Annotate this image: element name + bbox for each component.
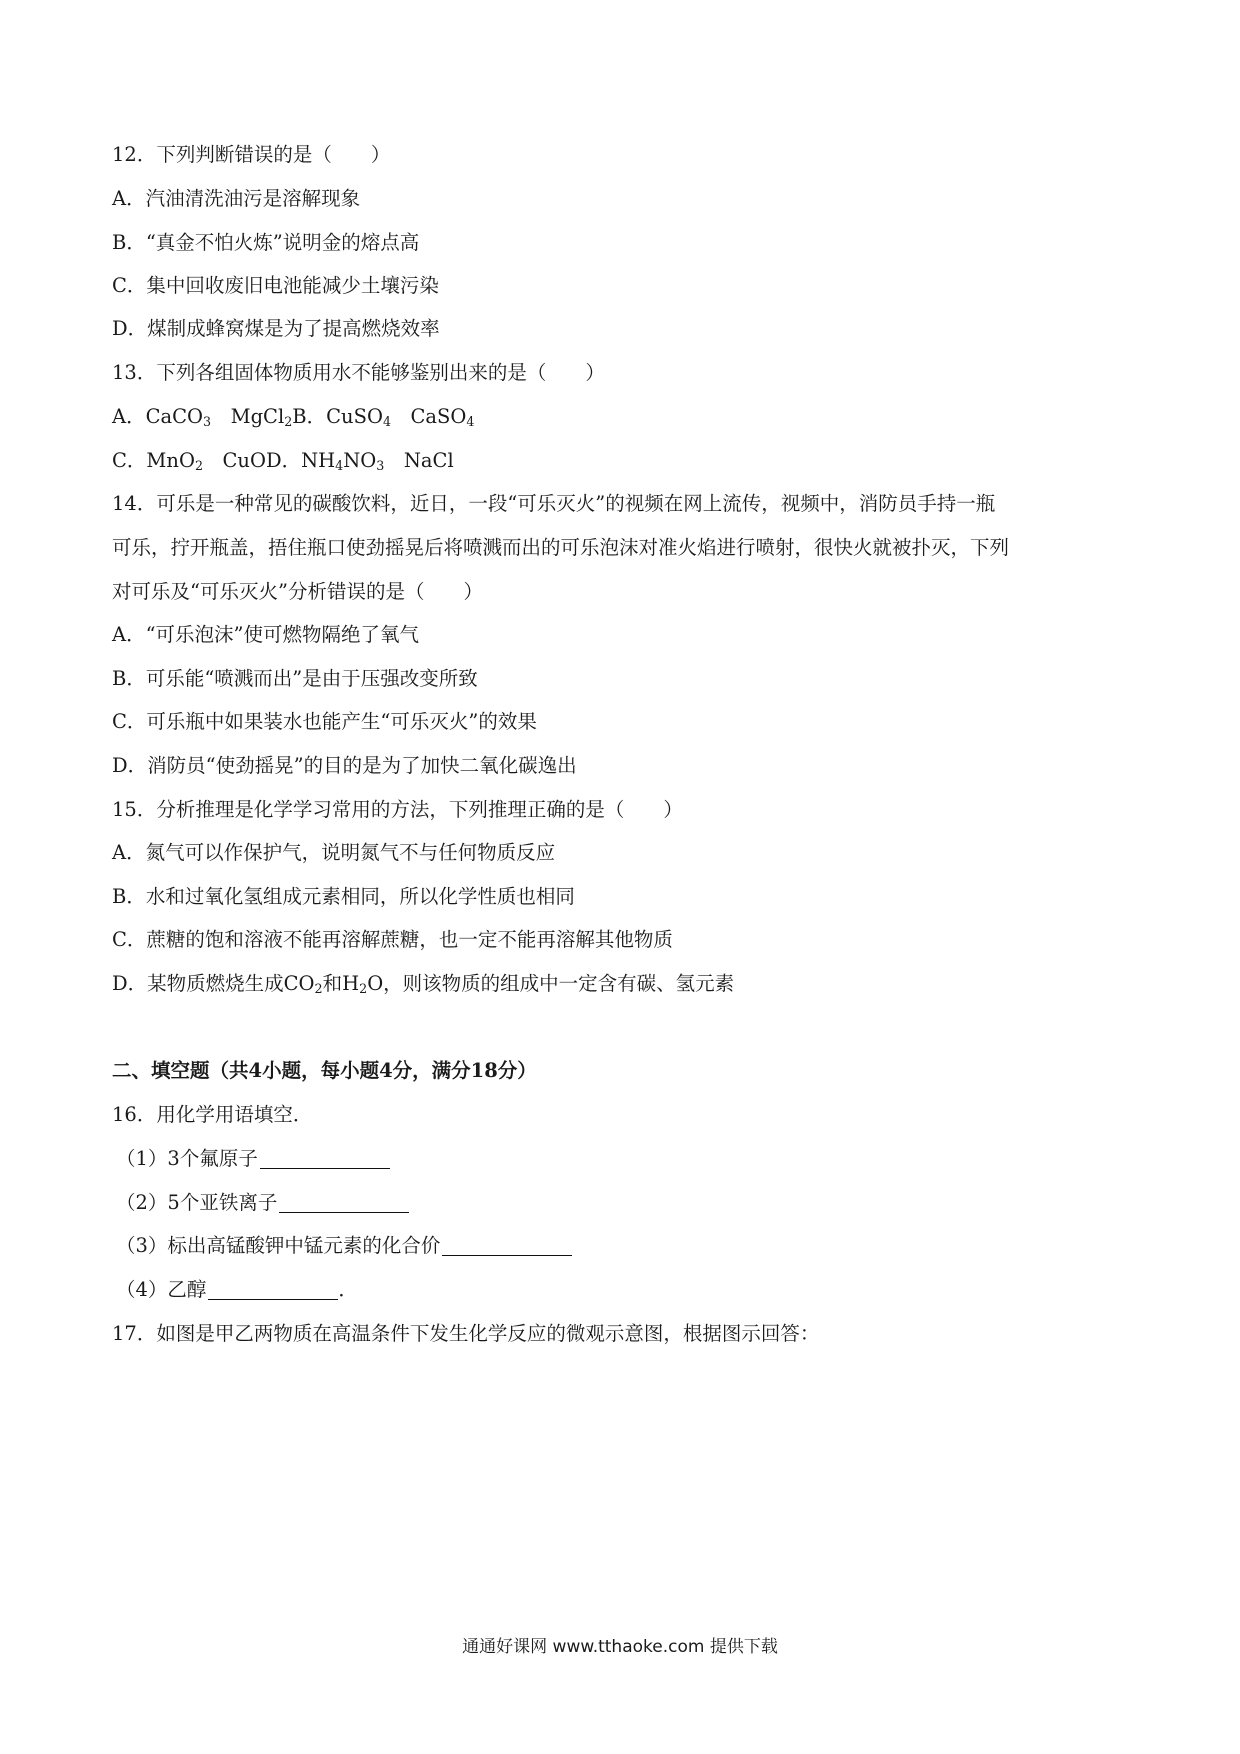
q15-option-b: B．水和过氧化氢组成元素相同，所以化学性质也相同 <box>112 885 575 908</box>
section-heading: 二、填空题（共4小题，每小题4分，满分18分） <box>112 1059 537 1082</box>
q13-options-cd <box>112 448 1152 474</box>
q16-item-4 <box>116 1277 1156 1303</box>
q12-stem: 12．下列判断错误的是（ ） <box>112 143 391 166</box>
q14-stem-line-1: 14．可乐是一种常见的碳酸饮料，近日，一段“可乐灭火”的视频在网上流传，视频中，消防员手持一瓶 <box>112 492 996 515</box>
q12-option-c: C．集中回收废旧电池能减少土壤污染 <box>112 274 439 297</box>
q13-c-sub2: 4 <box>335 458 344 474</box>
q15-option-c: C．蔗糖的饱和溶液不能再溶解蔗糖，也一定不能再溶解其他物质 <box>112 928 673 951</box>
q13-a-mid: MgCl <box>211 405 285 428</box>
q16-item-3-label: （3）标出高锰酸钾中锰元素的化合价 <box>116 1234 441 1257</box>
q13-options-ab <box>112 404 1152 430</box>
q16-item-1-blank <box>260 1148 390 1169</box>
q16-item-1-label: （1）3个氟原子 <box>116 1147 258 1170</box>
q16-item-2-blank <box>279 1192 409 1213</box>
q15-stem: 15．分析推理是化学学习常用的方法，下列推理正确的是（ ） <box>112 798 683 821</box>
q15-d-sub2: 2 <box>359 981 368 997</box>
q15-option-a: A．氮气可以作保护气，说明氮气不与任何物质反应 <box>112 841 556 864</box>
q16-item-4-blank <box>208 1279 338 1300</box>
q13-c-end: NaCl <box>384 449 454 472</box>
q13-b-mid: CaSO <box>391 405 467 428</box>
q14-option-b: B．可乐能“喷溅而出”是由于压强改变所致 <box>112 667 478 690</box>
q14-stem-line-2: 可乐，拧开瓶盖，捂住瓶口使劲摇晃后将喷溅而出的可乐泡沫对准火焰进行喷射，很快火就被扑灭，下列 <box>112 536 1010 559</box>
q16-item-1 <box>116 1146 1156 1172</box>
footer-source: 通通好课网 www.tthaoke.com 提供下载 <box>462 1637 778 1657</box>
q12-option-a: A．汽油清洗油污是溶解现象 <box>112 187 361 210</box>
q15-d-sub1: 2 <box>314 981 323 997</box>
q16-stem: 16．用化学用语填空． <box>112 1103 313 1126</box>
q16-item-3 <box>116 1233 1156 1259</box>
q13-c-mid2: NO <box>343 449 377 472</box>
q14-option-c: C．可乐瓶中如果装水也能产生“可乐灭火”的效果 <box>112 710 537 733</box>
q13-b-prefix: B．CuSO <box>292 405 383 428</box>
q15-d-prefix: D．某物质燃烧生成CO <box>112 972 315 995</box>
q16-item-4-label: （4）乙醇 <box>116 1278 207 1301</box>
q16-item-3-blank <box>442 1235 572 1256</box>
q13-a-sub2: 2 <box>284 414 293 430</box>
q13-c-sub1: 2 <box>194 458 203 474</box>
q16-item-4-end: ． <box>338 1278 358 1301</box>
q13-c-prefix: C．MnO <box>112 449 195 472</box>
q14-option-a: A．“可乐泡沫”使可燃物隔绝了氧气 <box>112 623 420 646</box>
q16-item-2 <box>116 1190 1156 1216</box>
q17-stem: 17．如图是甲乙两物质在高温条件下发生化学反应的微观示意图，根据图示回答： <box>112 1322 820 1345</box>
q14-stem-line-3: 对可乐及“可乐灭火”分析错误的是（ ） <box>112 580 483 603</box>
q15-d-mid: 和H <box>322 972 360 995</box>
q16-item-2-label: （2）5个亚铁离子 <box>116 1191 278 1214</box>
q15-option-d <box>112 971 1152 997</box>
q13-stem: 13．下列各组固体物质用水不能够鉴别出来的是（ ） <box>112 361 605 384</box>
q13-a-prefix: A．CaCO <box>112 405 204 428</box>
q12-option-b: B．“真金不怕火炼”说明金的熔点高 <box>112 231 420 254</box>
q13-b-sub2: 4 <box>466 414 475 430</box>
q12-option-d: D．煤制成蜂窝煤是为了提高燃烧效率 <box>112 317 440 340</box>
q13-a-sub1: 3 <box>203 414 212 430</box>
q13-c-sub3: 3 <box>376 458 385 474</box>
q15-d-end: O，则该物质的组成中一定含有碳、氢元素 <box>367 972 735 995</box>
q13-c-mid: CuOD．NH <box>203 449 336 472</box>
q14-option-d: D．消防员“使劲摇晃”的目的是为了加快二氧化碳逸出 <box>112 754 577 777</box>
q13-b-sub1: 4 <box>382 414 391 430</box>
